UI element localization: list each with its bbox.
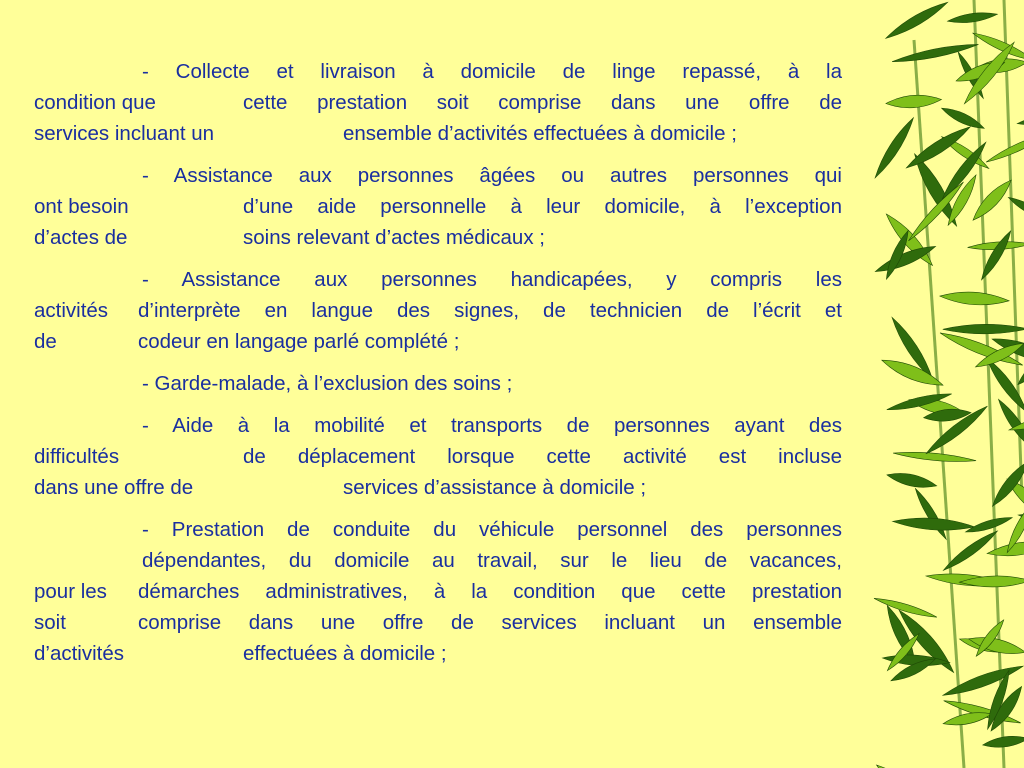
service-5-line-3-lead: dans une offre de <box>34 476 194 499</box>
service-3-line-2 <box>34 295 842 326</box>
service-2-line-3 <box>34 222 842 253</box>
service-1-line-3-lead: services incluant un <box>34 122 215 145</box>
service-6-line-5 <box>34 638 842 669</box>
bamboo-leaf <box>1017 109 1024 129</box>
bamboo-leaf <box>985 130 1024 166</box>
service-2-line-1 <box>34 160 842 191</box>
service-1-line-2-lead: condition que <box>34 91 156 114</box>
bamboo-leaf <box>1006 194 1024 223</box>
service-5-line-2-text: de déplacement lorsque cette activité est incluse <box>243 445 842 468</box>
service-6-line-2-text: dépendantes, du domicile au travail, sur le lieu de vacances, <box>142 549 842 572</box>
bamboo-leaf <box>873 761 931 768</box>
service-3-line-3 <box>34 326 842 357</box>
service-6-line-3-text: démarches administratives, à la condition que cette prestation <box>138 580 842 603</box>
service-5-line-3 <box>34 472 842 503</box>
service-5-line-1-text: - Aide à la mobilité et transports de personnes ayant des <box>142 414 842 437</box>
service-2-line-3-lead: d’actes de <box>34 226 128 249</box>
service-1-line-3 <box>34 118 842 149</box>
service-5-line-1 <box>34 410 842 441</box>
service-6-line-3 <box>34 576 842 607</box>
service-2-line-3-text: soins relevant d’actes médicaux ; <box>243 226 545 249</box>
bamboo-leaf <box>885 93 941 109</box>
service-4-line-1 <box>34 368 842 399</box>
service-6-line-1 <box>34 514 842 545</box>
bamboo-leaf <box>969 176 1016 224</box>
service-5-line-2 <box>34 441 842 472</box>
service-6-line-1-text: - Prestation de conduite du véhicule personnel des personnes <box>142 518 842 541</box>
service-6-line-4-lead: soit <box>34 611 66 634</box>
bamboo-leaf <box>893 450 977 465</box>
service-2-line-2-text: d’une aide personnelle à leur domicile, à l’exception <box>243 195 842 218</box>
service-2-line-2-lead: ont besoin <box>34 195 129 218</box>
bamboo-leaf <box>883 0 950 42</box>
bamboo-leaf <box>892 516 975 533</box>
service-6-line-5-lead: d’activités <box>34 642 125 665</box>
service-6-line-4 <box>34 607 842 638</box>
service-6-line-4-text: comprise dans une offre de services incluant un ensemble <box>138 611 842 634</box>
service-3-line-1 <box>34 264 842 295</box>
service-1-line-2-text: cette prestation soit comprise dans une offre de <box>243 91 842 114</box>
service-3-line-2-text: d’interprète en langue des signes, de technicien de l’écrit et <box>138 299 842 322</box>
service-1-line-1 <box>34 56 842 87</box>
bamboo-leaf <box>939 290 1009 307</box>
service-6-line-5-text: effectuées à domicile ; <box>243 642 447 665</box>
service-3-line-3-lead: de <box>34 330 57 353</box>
bamboo-leaf <box>947 10 998 25</box>
service-2-line-1-text: - Assistance aux personnes âgées ou autres personnes qui <box>142 164 842 187</box>
service-4-line-1-text: - Garde-malade, à l’exclusion des soins ; <box>142 372 513 395</box>
service-6-line-2 <box>34 545 842 576</box>
service-3-line-3-text: codeur en langage parlé complété ; <box>138 330 460 353</box>
service-6-line-3-lead: pour les <box>34 580 107 603</box>
bamboo-leaf <box>871 115 917 180</box>
service-1-line-1-text: - Collecte et livraison à domicile de linge repassé, à la <box>142 60 842 83</box>
bamboo-leaf <box>986 538 1024 559</box>
bamboo-leaf <box>964 514 1013 536</box>
bamboo-leaf <box>943 324 1024 334</box>
service-1-line-2 <box>34 87 842 118</box>
bamboo-leaves-decoration <box>854 0 1024 768</box>
service-5-line-2-lead: difficultés <box>34 445 120 468</box>
service-3-line-1-text: - Assistance aux personnes handicapées, y compris les <box>142 268 842 291</box>
services-list <box>34 56 842 669</box>
service-3-line-2-lead: activités <box>34 299 109 322</box>
bamboo-leaf <box>886 469 938 491</box>
bamboo-leaf-group <box>871 0 1024 768</box>
service-2-line-2 <box>34 191 842 222</box>
service-1-line-3-text: ensemble d’activités effectuées à domicile ; <box>343 122 737 145</box>
service-5-line-3-text: services d’assistance à domicile ; <box>343 476 647 499</box>
